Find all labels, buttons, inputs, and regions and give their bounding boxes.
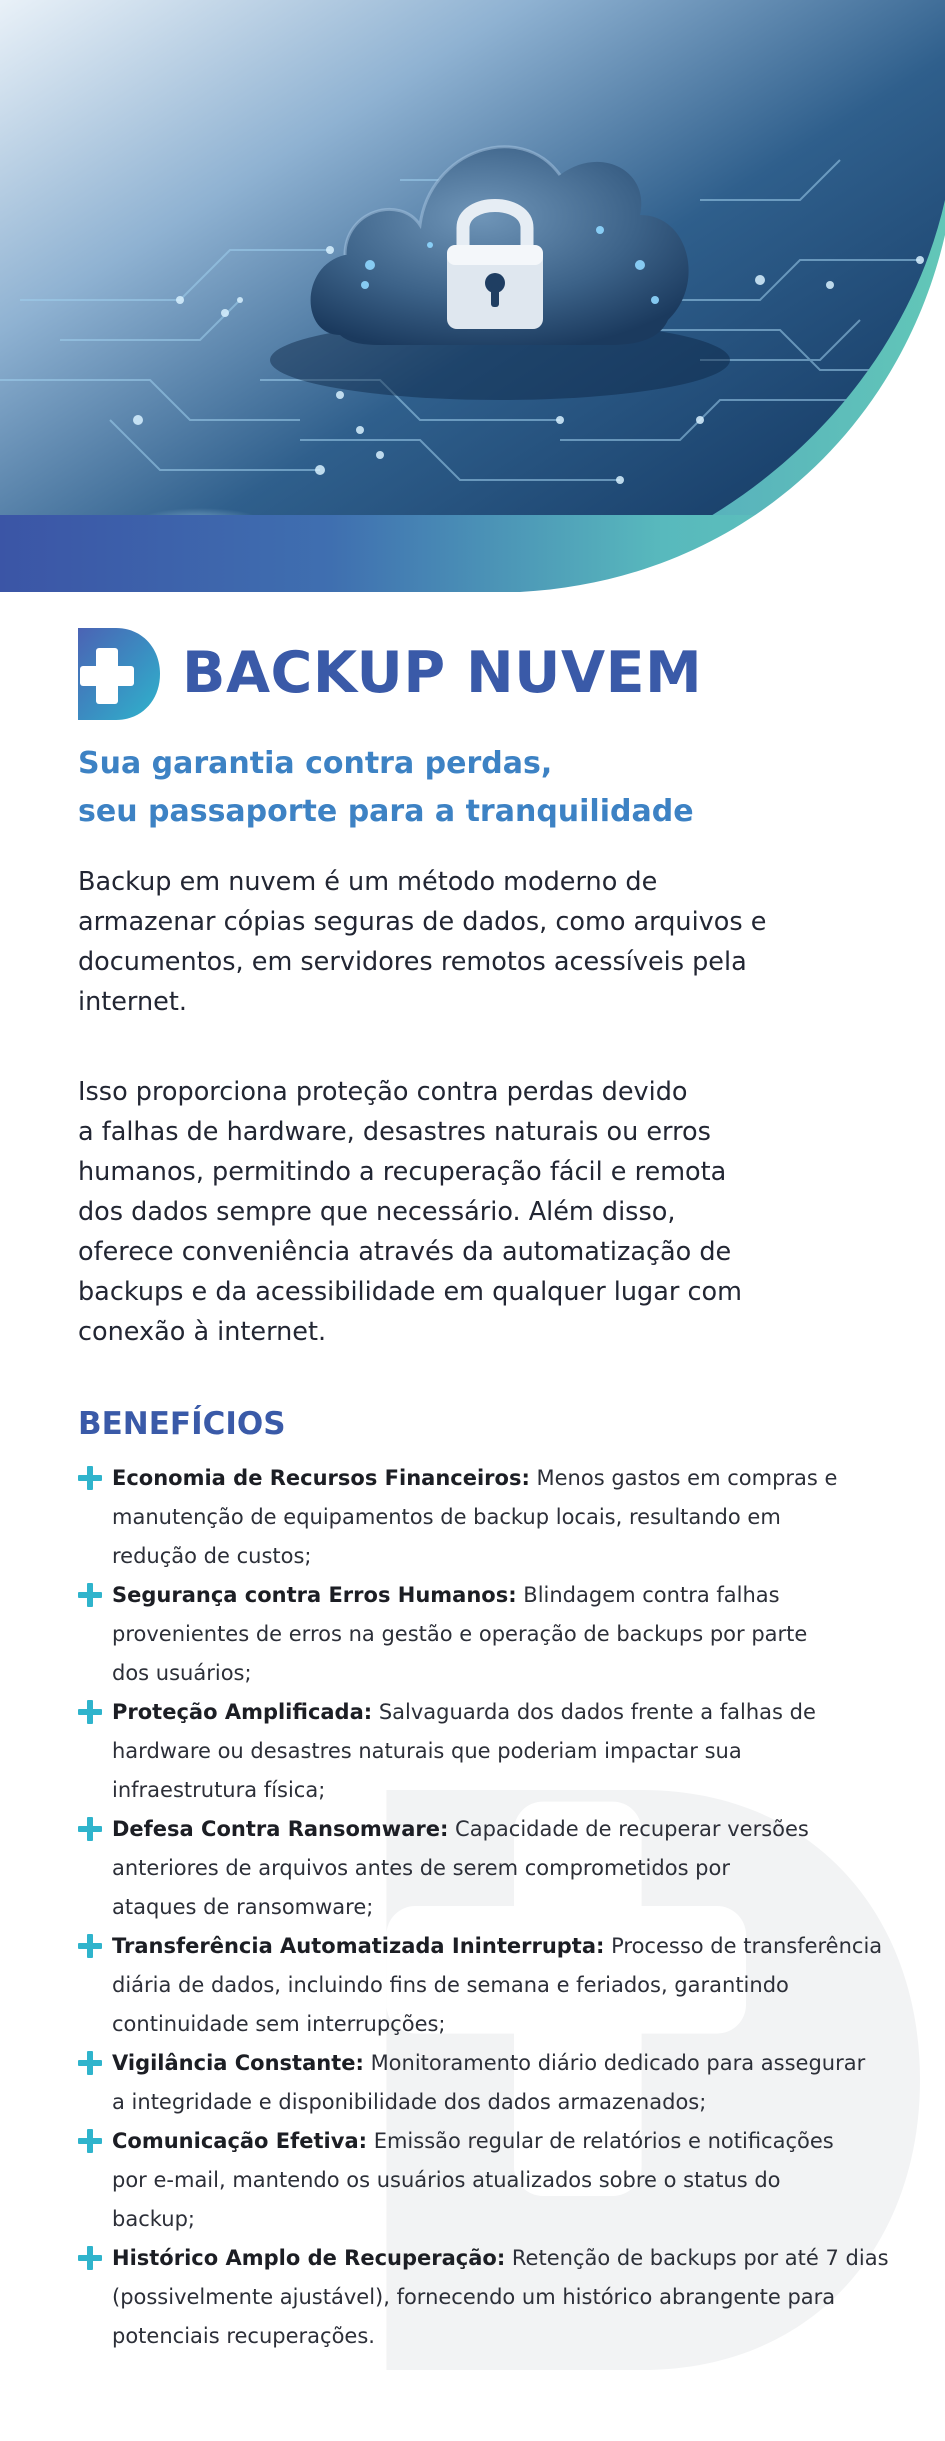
text-line: Isso proporciona proteção contra perdas devido <box>78 1077 688 1107</box>
plus-icon <box>78 2051 102 2075</box>
text-line: documentos, em servidores remotos acessíveis pela <box>78 947 747 977</box>
benefit-line: anteriores de arquivos antes de serem comprometidos por <box>112 1856 730 1880</box>
benefit-desc: Emissão regular de relatórios e notificações <box>367 2129 834 2153</box>
benefit-text <box>112 1459 837 1576</box>
benefit-line: diária de dados, incluindo fins de semana e feriados, garantindo <box>112 1973 789 1997</box>
benefit-line: hardware ou desastres naturais que poderiam impactar sua <box>112 1739 742 1763</box>
benefit-line: dos usuários; <box>112 1661 252 1685</box>
benefit-title: Transferência Automatizada Ininterrupta: <box>112 1934 605 1958</box>
text-line: backups e da acessibilidade em qualquer lugar com <box>78 1277 742 1307</box>
tagline-line-2: seu passaporte para a tranquilidade <box>78 794 694 829</box>
tagline-line-1: Sua garantia contra perdas, <box>78 746 553 781</box>
plus-icon <box>78 1934 102 1958</box>
benefit-line: por e-mail, mantendo os usuários atualizados sobre o status do <box>112 2168 781 2192</box>
benefit-line <box>112 1810 809 1849</box>
benefit-text <box>112 1927 882 2044</box>
benefit-desc: Processo de transferência <box>604 1934 883 1958</box>
benefit-line <box>112 2239 889 2278</box>
benefit-line <box>112 1576 807 1615</box>
plus-icon <box>78 1817 102 1841</box>
benefit-line: redução de custos; <box>112 1544 312 1568</box>
benefit-desc: Blindagem contra falhas <box>516 1583 780 1607</box>
benefit-title: Defesa Contra Ransomware: <box>112 1817 449 1841</box>
benefit-line: manutenção de equipamentos de backup locais, resultando em <box>112 1505 781 1529</box>
intro-paragraph-2 <box>78 1072 742 1352</box>
benefit-line: backup; <box>112 2207 195 2231</box>
benefit-title: Vigilância Constante: <box>112 2051 364 2075</box>
benefits-heading: BENEFÍCIOS <box>78 1406 286 1442</box>
benefit-line <box>112 2122 834 2161</box>
benefit-line: continuidade sem interrupções; <box>112 2012 446 2036</box>
benefit-desc: Monitoramento diário dedicado para assegurar <box>363 2051 866 2075</box>
benefit-title: Economia de Recursos Financeiros: <box>112 1466 530 1490</box>
text-line: internet. <box>78 987 187 1017</box>
brand-logo-d-plus-icon <box>78 628 160 720</box>
plus-icon <box>78 1583 102 1607</box>
cloud-lock-illustration <box>0 0 945 592</box>
benefit-title: Comunicação Efetiva: <box>112 2129 368 2153</box>
benefit-line <box>112 1927 882 1966</box>
benefit-text <box>112 1810 809 1927</box>
benefit-line: (possivelmente ajustável), fornecendo um histórico abrangente para <box>112 2285 836 2309</box>
text-line: armazenar cópias seguras de dados, como arquivos e <box>78 907 767 937</box>
benefit-desc: Salvaguarda dos dados frente a falhas de <box>372 1700 816 1724</box>
benefit-text <box>112 1576 807 1693</box>
intro-paragraph-1 <box>78 862 766 1022</box>
plus-icon <box>78 2246 102 2270</box>
plus-icon <box>78 1466 102 1490</box>
text-line: humanos, permitindo a recuperação fácil e remota <box>78 1157 727 1187</box>
benefit-line: infraestrutura física; <box>112 1778 326 1802</box>
benefit-text <box>112 2122 834 2239</box>
benefit-text <box>112 2239 889 2356</box>
benefit-line: ataques de ransomware; <box>112 1895 374 1919</box>
benefit-line: a integridade e disponibilidade dos dados armazenados; <box>112 2090 707 2114</box>
benefit-desc: Menos gastos em compras e <box>529 1466 838 1490</box>
text-line: conexão à internet. <box>78 1317 327 1347</box>
hero-illustration <box>0 0 945 592</box>
text-line: Backup em nuvem é um método moderno de <box>78 867 658 897</box>
text-line: oferece conveniência através da automatização de <box>78 1237 732 1267</box>
tagline <box>78 740 694 836</box>
benefit-desc: Retenção de backups por até 7 dias <box>505 2246 889 2270</box>
plus-icon <box>78 1700 102 1724</box>
benefit-title: Segurança contra Erros Humanos: <box>112 1583 517 1607</box>
text-line: dos dados sempre que necessário. Além disso, <box>78 1197 676 1227</box>
text-line: a falhas de hardware, desastres naturais ou erros <box>78 1117 711 1147</box>
benefit-title: Proteção Amplificada: <box>112 1700 373 1724</box>
plus-icon <box>78 2129 102 2153</box>
benefit-line <box>112 1459 837 1498</box>
benefit-line: provenientes de erros na gestão e operação de backups por parte <box>112 1622 808 1646</box>
benefit-title: Histórico Amplo de Recuperação: <box>112 2246 506 2270</box>
benefit-text <box>112 2044 865 2122</box>
benefit-line <box>112 2044 865 2083</box>
benefit-line <box>112 1693 816 1732</box>
benefit-text <box>112 1693 816 1810</box>
brand-title: BACKUP NUVEM <box>182 640 703 706</box>
benefit-desc: Capacidade de recuperar versões <box>448 1817 809 1841</box>
benefit-line: potenciais recuperações. <box>112 2324 375 2348</box>
